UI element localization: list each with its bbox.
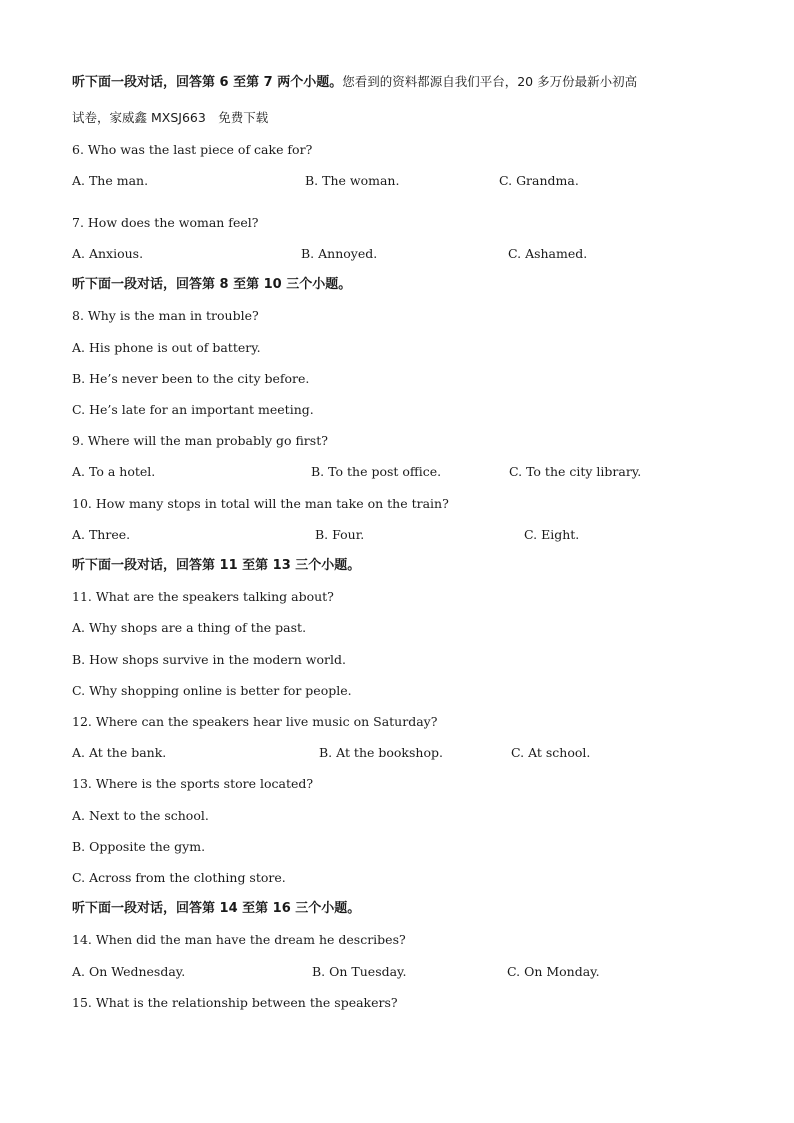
q11-option-a: A. Why shops are a thing of the past. (72, 620, 307, 635)
question-7: 7. How does the woman feel? (72, 215, 259, 230)
advert-line-2: 试卷，家威鑫 MXSJ663 免费下载 (72, 110, 269, 125)
q8-option-a: A. His phone is out of battery. (72, 340, 261, 355)
q7-option-c: C. Ashamed. (508, 246, 588, 261)
q13-option-c: C. Across from the clothing store. (72, 870, 286, 885)
q12-option-b: B. At the bookshop. (319, 745, 443, 760)
q13-option-b: B. Opposite the gym. (72, 839, 206, 854)
q9-option-c: C. To the city library. (509, 464, 642, 479)
q14-option-c: C. On Monday. (507, 964, 600, 979)
section-heading-text: 听下面一段对话，回答第 6 至第 7 两个小题。 (72, 75, 343, 90)
question-12: 12. Where can the speakers hear live music on Saturday? (72, 714, 438, 729)
question-10: 10. How many stops in total will the man take on the train? (72, 496, 449, 511)
section-heading-6-7 (72, 74, 637, 91)
q9-option-b: B. To the post office. (311, 464, 442, 479)
advert-line-1: 您看到的资料都源自我们平台，20 多万份最新小初高 (342, 74, 638, 89)
question-14: 14. When did the man have the dream he describes? (72, 932, 406, 947)
q7-option-b: B. Annoyed. (301, 246, 378, 261)
section-heading-14-16: 听下面一段对话，回答第 14 至第 16 三个小题。 (72, 901, 361, 916)
q12-option-a: A. At the bank. (72, 745, 167, 760)
q6-option-a: A. The man. (72, 173, 149, 188)
question-13: 13. Where is the sports store located? (72, 776, 314, 791)
q13-option-a: A. Next to the school. (72, 808, 209, 823)
section-heading-11-13: 听下面一段对话，回答第 11 至第 13 三个小题。 (72, 558, 361, 573)
question-11: 11. What are the speakers talking about? (72, 589, 334, 604)
question-8: 8. Why is the man in trouble? (72, 308, 259, 323)
q11-option-b: B. How shops survive in the modern world. (72, 652, 346, 667)
q6-option-b: B. The woman. (305, 173, 400, 188)
q10-option-a: A. Three. (72, 527, 131, 542)
q10-option-c: C. Eight. (524, 527, 580, 542)
q8-option-c: C. He’s late for an important meeting. (72, 402, 314, 417)
question-9: 9. Where will the man probably go first? (72, 433, 328, 448)
q14-option-b: B. On Tuesday. (312, 964, 407, 979)
question-15: 15. What is the relationship between the speakers? (72, 995, 398, 1010)
q12-option-c: C. At school. (511, 745, 591, 760)
q9-option-a: A. To a hotel. (72, 464, 156, 479)
q6-option-c: C. Grandma. (499, 173, 579, 188)
q10-option-b: B. Four. (315, 527, 365, 542)
section-heading-8-10: 听下面一段对话，回答第 8 至第 10 三个小题。 (72, 277, 352, 292)
q8-option-b: B. He’s never been to the city before. (72, 371, 310, 386)
q14-option-a: A. On Wednesday. (72, 964, 186, 979)
q11-option-c: C. Why shopping online is better for people. (72, 683, 352, 698)
q7-option-a: A. Anxious. (72, 246, 144, 261)
question-6: 6. Who was the last piece of cake for? (72, 142, 313, 157)
